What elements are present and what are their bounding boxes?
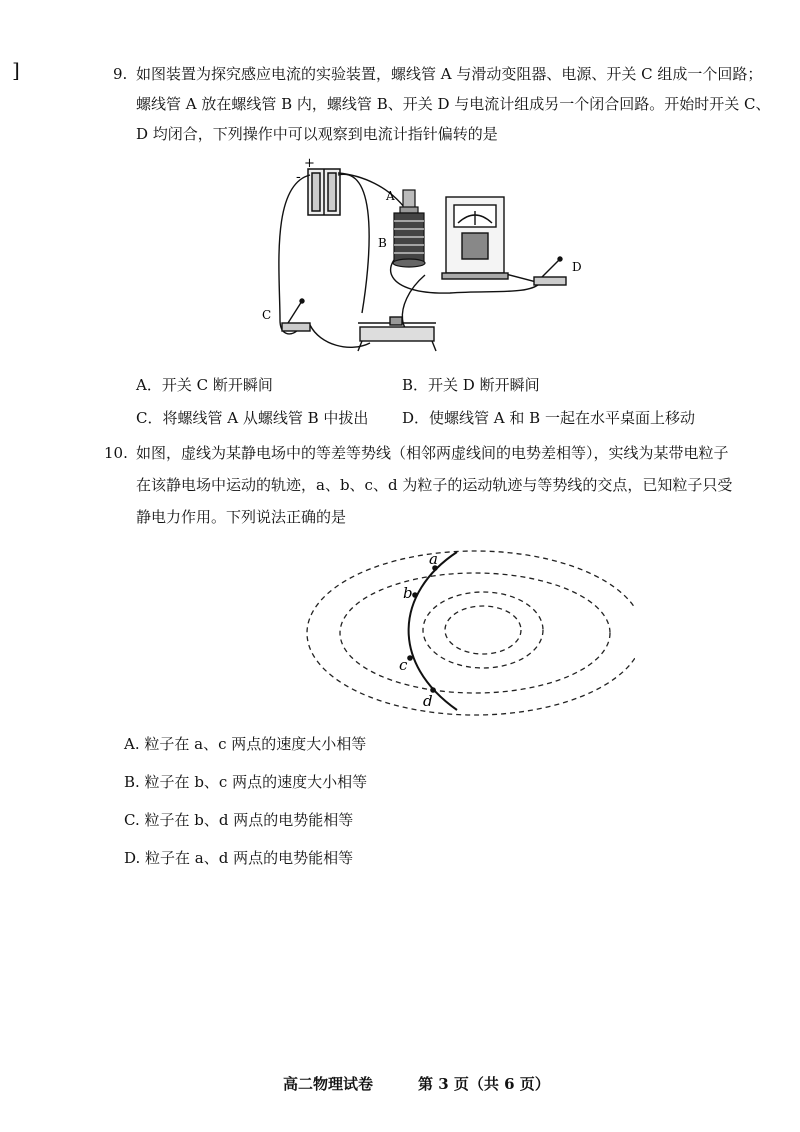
solenoid-icon [393, 190, 425, 267]
q10-line-2: 在该静电场中运动的轨迹，a、b、c、d 为粒子的运动轨迹与等势线的交点，已知粒子只受 [136, 476, 733, 494]
point-c-dot [407, 655, 413, 661]
point-b-label: b [403, 584, 413, 602]
q10-option-b[interactable]: B. 粒子在 b、c 两点的速度大小相等 [124, 773, 368, 791]
q9-option-b[interactable]: B．开关 D 断开瞬间 [402, 376, 540, 394]
footer-page-number: 第 3 页（共 6 页） [418, 1075, 550, 1093]
switch-c-icon [282, 299, 310, 331]
q9-apparatus-figure [240, 155, 600, 365]
solenoid-a-label: A [386, 189, 395, 203]
equipotential-lines [307, 551, 635, 715]
q9-number: 9. [113, 65, 128, 83]
switch-d-icon [534, 257, 566, 285]
q10-option-c[interactable]: C. 粒子在 b、d 两点的电势能相等 [124, 811, 354, 829]
q9-line-1: 如图装置为探究感应电流的实验装置，螺线管 A 与滑动变阻器、电源、开关 C 组成一个回路； [136, 65, 763, 83]
footer-subject: 高二物理试卷 [283, 1075, 374, 1093]
margin-mark: ] [12, 58, 20, 82]
battery-icon [308, 169, 340, 215]
q9-option-c[interactable]: C．将螺线管 A 从螺线管 B 中拔出 [136, 409, 369, 427]
q10-option-d[interactable]: D. 粒子在 a、d 两点的电势能相等 [124, 849, 354, 867]
solenoid-b-label: B [378, 236, 387, 250]
galvanometer-icon [442, 197, 508, 279]
q10-number: 10. [104, 444, 128, 462]
q10-equipotential-figure [295, 548, 635, 718]
q9-option-a[interactable]: A．开关 C 断开瞬间 [136, 376, 273, 394]
q9-line-2: 螺线管 A 放在螺线管 B 内，螺线管 B、开关 D 与电流计组成另一个闭合回路。开始时开关 C、 [136, 95, 771, 113]
point-a-label: a [429, 550, 438, 568]
q10-line-3: 静电力作用。下列说法正确的是 [136, 508, 347, 526]
point-b-dot [412, 592, 418, 598]
battery-minus-label: - [296, 169, 301, 185]
switch-c-label: C [262, 308, 272, 322]
switch-d-label: D [572, 260, 582, 274]
q10-option-a[interactable]: A. 粒子在 a、c 两点的速度大小相等 [124, 735, 367, 753]
q9-option-d[interactable]: D．使螺线管 A 和 B 一起在水平桌面上移动 [402, 409, 695, 427]
q9-line-3: D 均闭合，下列操作中可以观察到电流计指针偏转的是 [136, 125, 498, 143]
point-d-label: d [423, 692, 433, 710]
rheostat-icon [358, 317, 436, 351]
point-c-label: c [399, 656, 408, 674]
q10-line-1: 如图，虚线为某静电场中的等差等势线（相邻两虚线间的电势差相等），实线为某带电粒子 [136, 444, 729, 462]
battery-plus-label: + [304, 156, 315, 171]
